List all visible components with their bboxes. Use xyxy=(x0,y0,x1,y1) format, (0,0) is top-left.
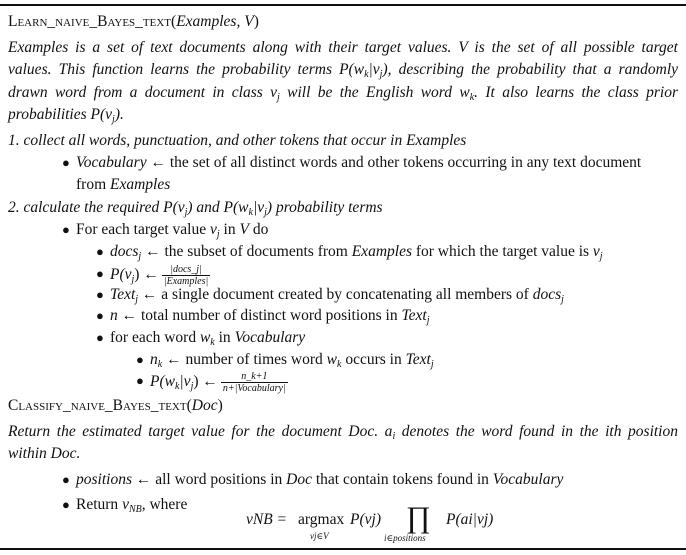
vocabulary-step xyxy=(76,153,641,173)
return-step xyxy=(76,495,187,520)
text-segment: Examples xyxy=(351,243,412,260)
text-segment: ). xyxy=(114,106,124,123)
subscript: j xyxy=(131,274,135,286)
text-segment: for which the target value is xyxy=(411,243,593,260)
learn-description-line xyxy=(8,60,678,85)
fraction-numerator: n_k+1 xyxy=(241,371,268,382)
subscript: j xyxy=(264,207,267,218)
bullet-icon: ● xyxy=(62,472,70,487)
likelihood-step xyxy=(150,371,288,397)
text-segment: w xyxy=(199,329,211,346)
bullet-icon: ● xyxy=(136,373,144,388)
classify-description-line xyxy=(8,422,678,447)
subscript: j xyxy=(216,229,220,240)
text-segment: Vocabulary xyxy=(234,329,306,346)
bullet-icon: ● xyxy=(96,266,104,281)
product-icon: ∏ xyxy=(406,501,431,534)
text-segment: drawn word from a document in class v xyxy=(8,84,278,101)
step-1 xyxy=(8,131,466,151)
fraction xyxy=(162,264,210,287)
text-segment: probabilities P(v xyxy=(8,106,113,123)
text-segment: v xyxy=(210,221,217,238)
text-segment: Return the estimated target value for the document Doc. a xyxy=(8,423,393,440)
formula-lhs: vNB = xyxy=(246,511,288,528)
formula-product-sub: i∈positions xyxy=(384,533,426,543)
text-segment: ← total number of distinct word positions in xyxy=(117,307,402,324)
formula-prior: P(vj) xyxy=(350,511,381,528)
positions-step xyxy=(76,470,563,490)
text-segment: ) probability terms xyxy=(266,199,383,216)
text-segment: Classify_naive_Bayes_text xyxy=(8,397,187,414)
text-segment: |v xyxy=(252,199,265,216)
bullet-icon: ● xyxy=(96,308,104,323)
text-segment: from xyxy=(76,176,111,193)
classify-procedure-title xyxy=(8,396,223,416)
text-segment: Vocabulary xyxy=(492,471,564,488)
subscript: j xyxy=(599,251,603,262)
text-segment: v xyxy=(122,496,129,513)
text-segment: v xyxy=(592,243,600,260)
learn-procedure-title xyxy=(8,12,259,32)
text-segment: within Doc. xyxy=(8,445,81,462)
text-segment: for each word xyxy=(110,329,200,346)
formula-argmax: argmax xyxy=(298,511,345,528)
text-segment: positions xyxy=(76,471,132,488)
text-segment: that contain tokens found in xyxy=(311,471,493,488)
subscript: k xyxy=(248,207,253,218)
text-segment: ) xyxy=(217,397,223,414)
text-segment: do xyxy=(248,221,269,238)
text-segment: ) and P(w xyxy=(187,199,249,216)
text-segment: ) xyxy=(253,13,259,30)
formula-likelihood: P(ai|vj) xyxy=(446,511,494,528)
text-segment: |v xyxy=(179,373,191,391)
text-segment: Text xyxy=(401,307,427,324)
text-segment: 1. collect all words, punctuation, and other tokens that occur in Examples xyxy=(8,132,467,149)
text-segment: ← all word positions in xyxy=(131,471,287,488)
bottom-rule xyxy=(0,548,686,550)
fraction-numerator: |docs_j| xyxy=(170,264,202,275)
subscript: j xyxy=(112,114,115,125)
fraction xyxy=(221,371,288,394)
text-segment: n xyxy=(150,351,158,368)
text-segment: in xyxy=(219,221,240,238)
fraction-denominator: n+|Vocabulary| xyxy=(222,383,286,394)
bullet-icon: ● xyxy=(96,330,104,345)
text-segment: ( xyxy=(171,13,177,30)
text-segment: w xyxy=(326,351,337,368)
text-segment: ( xyxy=(186,397,192,414)
vnb-formula xyxy=(246,501,566,547)
text-segment: P(v xyxy=(110,266,132,284)
top-rule xyxy=(0,4,686,6)
classify-description-line xyxy=(8,444,80,464)
text-segment: denotes the word found in the ith position xyxy=(395,423,678,440)
text-segment: occurs in xyxy=(341,351,406,368)
subscript: k xyxy=(210,337,215,348)
bullet-icon: ● xyxy=(62,497,70,512)
subscript: j xyxy=(430,359,434,370)
learn-description-line xyxy=(8,105,124,130)
bullet-icon: ● xyxy=(62,155,70,170)
text-segment: will be the English word w xyxy=(279,84,470,101)
text-segment: Learn_naive_Bayes_text xyxy=(8,13,172,30)
bullet-icon: ● xyxy=(136,352,144,367)
text-segment: docs xyxy=(532,286,562,303)
subscript: NB xyxy=(128,504,142,515)
bullet-icon: ● xyxy=(96,287,104,302)
subscript: j xyxy=(426,315,430,326)
text-segment: . It also learns the class prior xyxy=(474,84,678,101)
subscript: j xyxy=(277,92,280,103)
text-segment: 2. calculate the required P(v xyxy=(8,199,185,216)
vocabulary-step-cont xyxy=(76,175,170,195)
subscript: j xyxy=(184,207,188,218)
text-segment: V xyxy=(239,221,249,238)
subscript: k xyxy=(469,92,475,103)
subscript: k xyxy=(337,359,342,370)
text-segment: ← a single document created by concatenating all members of xyxy=(138,286,533,303)
text-segment: values. This function learns the probability terms P(w xyxy=(8,61,365,78)
text-segment: Examples is a set of text documents along with their target values. V is the set of all possible target xyxy=(8,39,678,56)
text-segment: P(w xyxy=(150,373,175,391)
text-segment: Examples xyxy=(110,176,171,193)
text-segment: Text xyxy=(110,286,136,303)
text-segment: Text xyxy=(405,351,431,368)
text-segment: docs xyxy=(110,243,139,260)
text-segment: ← the subset of documents from xyxy=(141,243,352,260)
text-segment: ) ← xyxy=(193,373,218,391)
text-segment: , where xyxy=(141,496,188,513)
bullet-icon: ● xyxy=(96,244,104,259)
text-segment: ← the set of all distinct words and other tokens occurring in any text document xyxy=(146,154,642,171)
subscript: j xyxy=(135,294,139,305)
text-segment: Doc xyxy=(286,471,312,488)
text-segment: in xyxy=(214,329,235,346)
subscript: j xyxy=(138,251,142,262)
text-segment: Doc xyxy=(191,397,218,414)
text-segment: n xyxy=(110,307,118,324)
subscript: j xyxy=(379,69,383,80)
subscript: i xyxy=(392,431,396,442)
text-segment: ) ← xyxy=(134,266,159,284)
text-segment: Vocabulary xyxy=(76,154,147,171)
subscript: k xyxy=(157,359,163,370)
text-segment: For each target value xyxy=(76,221,210,238)
text-segment: |v xyxy=(368,61,380,78)
text-segment: Examples, V xyxy=(176,13,254,30)
fraction-denominator: |Examples| xyxy=(163,276,209,287)
text-segment: ← number of times word xyxy=(162,351,327,368)
subscript: j xyxy=(190,381,194,393)
learn-description-line xyxy=(8,38,678,58)
subscript: j xyxy=(561,294,564,305)
text-segment: ), describing the probability that a randomly xyxy=(382,61,679,78)
formula-argmax-sub: vj∈V xyxy=(310,531,329,541)
subscript: k xyxy=(364,69,369,80)
bullet-icon: ● xyxy=(62,222,70,237)
text-segment: Return xyxy=(76,496,123,513)
subscript: k xyxy=(174,381,180,393)
